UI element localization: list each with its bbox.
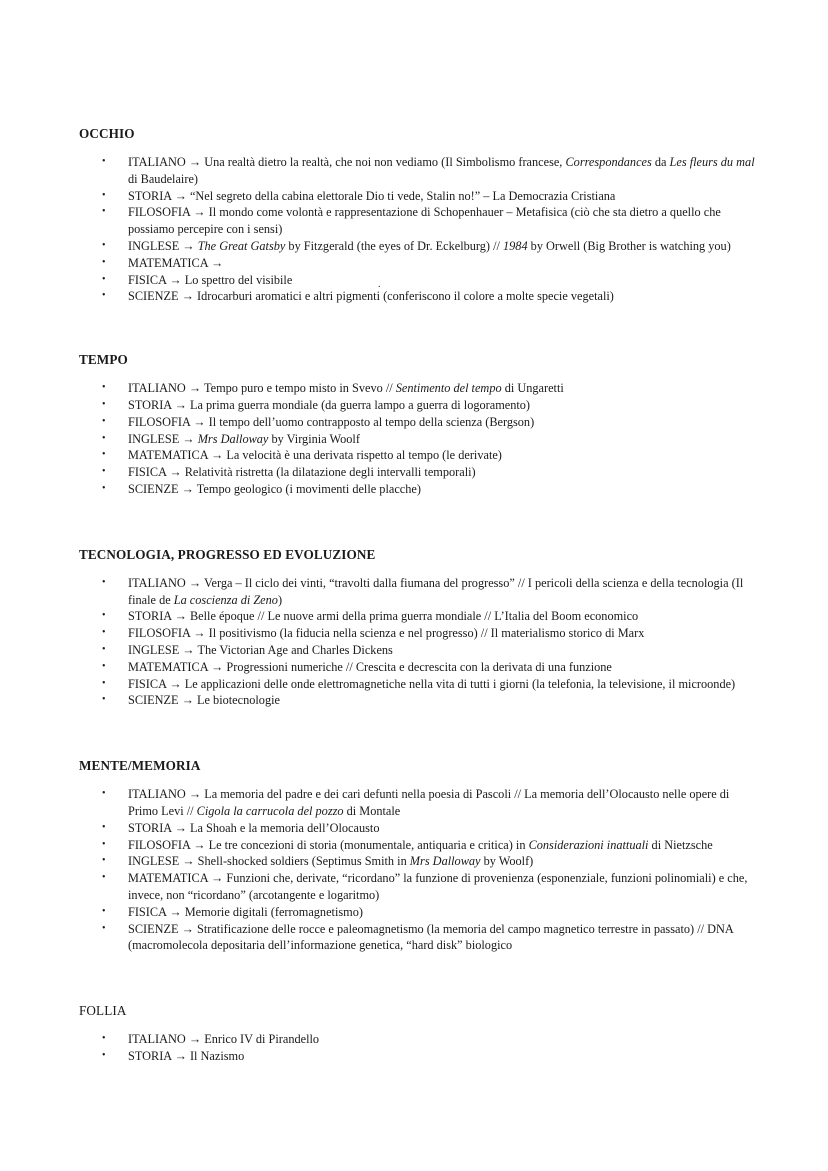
- bullet-icon: •: [102, 788, 106, 800]
- section-heading: MENTE/MEMORIA: [79, 758, 201, 774]
- item-title-italic: Mrs Dalloway: [409, 854, 481, 869]
- list-item: [79, 255, 759, 272]
- document-page: [79, 125, 759, 1065]
- list-item: [79, 625, 759, 642]
- bullet-icon: •: [102, 1049, 106, 1061]
- bullet-icon: •: [102, 610, 106, 622]
- item-text: FILOSOFIA → Il positivismo (la fiducia nella scienza e nel progresso) // Il materialismo storico di Marx: [128, 626, 645, 641]
- item-text: ITALIANO → Enrico IV di Pirandello: [128, 1032, 320, 1047]
- list-item: [79, 238, 759, 255]
- list-item: [79, 820, 759, 837]
- item-text: ITALIANO → La memoria del padre e dei cari defunti nella poesia di Pascoli // La memoria dell’Olocausto nelle opere di Primo Levi //: [128, 787, 730, 818]
- bullet-icon: •: [102, 821, 106, 833]
- item-text: by Fitzgerald (the eyes of Dr. Eckelburg) //: [285, 238, 503, 253]
- item-text: INGLESE →: [128, 238, 198, 253]
- bullet-icon: •: [102, 382, 106, 394]
- item-title-italic: 1984: [503, 238, 528, 253]
- list-item: [79, 204, 759, 238]
- list-item: [79, 676, 759, 693]
- bullet-icon: •: [102, 189, 106, 201]
- item-text: SCIENZE → Le biotecnologie: [128, 693, 280, 708]
- item-text: STORIA → “Nel segreto della cabina elettorale Dio ti vede, Stalin no!” – La Democrazia Cristiana: [128, 188, 616, 203]
- bullet-icon: •: [102, 290, 106, 302]
- bullet-icon: •: [102, 398, 106, 410]
- item-list: [79, 786, 759, 954]
- list-item: [79, 188, 759, 205]
- bullet-icon: •: [102, 872, 106, 884]
- bullet-icon: •: [102, 156, 106, 167]
- list-item: [79, 272, 759, 289]
- item-text: STORIA → La Shoah e la memoria dell’Olocausto: [128, 820, 380, 835]
- list-item: [79, 380, 759, 397]
- list-item: [79, 837, 759, 854]
- section-mente-memoria: [79, 757, 759, 954]
- bullet-icon: •: [102, 838, 106, 850]
- item-text: MATEMATICA → Progressioni numeriche // Crescita e decrescita con la derivata di una funzione: [128, 659, 612, 674]
- bullet-icon: •: [102, 855, 106, 867]
- item-text: da: [651, 155, 670, 169]
- section-occhio: [79, 125, 759, 305]
- stray-mark: .: [378, 279, 381, 290]
- bullet-icon: •: [102, 482, 106, 494]
- item-text: FILOSOFIA → Il tempo dell’uomo contrapposto al tempo della scienza (Bergson): [128, 414, 535, 429]
- bullet-icon: •: [102, 677, 106, 689]
- section-heading: TEMPO: [79, 352, 128, 368]
- bullet-icon: •: [102, 922, 106, 934]
- bullet-icon: •: [102, 239, 106, 251]
- item-text: INGLESE → Shell-shocked soldiers (Septimus Smith in: [128, 854, 410, 869]
- item-text: FILOSOFIA → Il mondo come volontà e rappresentazione di Schopenhauer – Metafisica (ciò che sta dietro a quello che possiamo percepire con i sensi): [128, 205, 721, 237]
- item-title-italic: Sentimento del tempo: [395, 381, 502, 396]
- item-text: by Orwell (Big Brother is watching you): [527, 238, 731, 253]
- list-item: [79, 397, 759, 414]
- bullet-icon: •: [102, 206, 106, 218]
- bullet-icon: •: [102, 660, 106, 672]
- item-title-italic: Mrs Dalloway: [197, 431, 269, 446]
- item-list: [79, 380, 759, 498]
- section-tempo: [79, 351, 759, 498]
- bullet-icon: •: [102, 627, 106, 639]
- bullet-icon: •: [102, 273, 106, 285]
- bullet-icon: •: [102, 466, 106, 478]
- list-item: [79, 870, 759, 904]
- list-item: [79, 575, 759, 609]
- item-title-italic: The Great Gatsby: [197, 238, 286, 253]
- item-text: INGLESE →: [128, 431, 198, 446]
- bullet-icon: •: [102, 643, 106, 655]
- list-item: [79, 414, 759, 431]
- item-text: FISICA → Relatività ristretta (la dilatazione degli intervalli temporali): [128, 465, 476, 480]
- item-text: SCIENZE → Tempo geologico (i movimenti delle placche): [128, 481, 421, 496]
- list-item: [79, 288, 759, 305]
- item-text: STORIA → La prima guerra mondiale (da guerra lampo a guerra di logoramento): [128, 397, 531, 412]
- list-item: [79, 608, 759, 625]
- item-text: by Woolf): [480, 854, 534, 869]
- bullet-icon: •: [102, 449, 106, 461]
- item-text: FISICA → Lo spettro del visibile: [128, 272, 293, 287]
- item-list: [79, 575, 759, 709]
- item-text: STORIA → Belle époque // Le nuove armi della prima guerra mondiale // L’Italia del Boom economico: [128, 609, 639, 624]
- bullet-icon: •: [102, 256, 106, 268]
- item-text: FISICA → Le applicazioni delle onde elettromagnetiche nella vita di tutti i giorni (la telefonia, la televisione, il microonde): [128, 676, 736, 691]
- bullet-icon: •: [102, 905, 106, 917]
- item-text: di Montale: [343, 803, 401, 818]
- item-text: MATEMATICA →: [128, 255, 224, 270]
- item-text: STORIA → Il Nazismo: [128, 1048, 245, 1063]
- item-title-italic: Correspondances: [565, 155, 652, 169]
- bullet-icon: •: [102, 432, 106, 444]
- section-follia: [79, 1002, 759, 1065]
- list-item: [79, 853, 759, 870]
- section-heading: OCCHIO: [79, 126, 135, 141]
- section-heading: TECNOLOGIA, PROGRESSO ED EVOLUZIONE: [79, 546, 376, 562]
- item-text: di Baudelaire): [128, 171, 198, 186]
- item-title-italic: Les fleurs du mal: [669, 155, 755, 169]
- list-item: [79, 1031, 759, 1048]
- list-item: [79, 659, 759, 676]
- bullet-icon: •: [102, 576, 106, 588]
- item-text: FISICA → Memorie digitali (ferromagnetismo): [128, 904, 363, 919]
- section-tecnologia: [79, 546, 759, 709]
- item-text: by Virginia Woolf: [268, 431, 360, 446]
- section-heading: FOLLIA: [79, 1003, 127, 1019]
- list-item: [79, 921, 759, 955]
- item-title-italic: Considerazioni inattuali: [528, 837, 649, 852]
- list-item: [79, 904, 759, 921]
- list-item: [79, 481, 759, 498]
- item-list: [79, 1031, 759, 1065]
- item-text: ITALIANO → Verga – Il ciclo dei vinti, “travolti dalla fiumana del progresso” // I pericoli della scienza e della tecnologia (Il finale de: [128, 575, 744, 607]
- item-text: di Nietzsche: [648, 837, 713, 852]
- item-text: di Ungaretti: [501, 381, 564, 396]
- item-text: MATEMATICA → La velocità è una derivata rispetto al tempo (le derivate): [128, 448, 502, 463]
- bullet-icon: •: [102, 415, 106, 427]
- list-item: [79, 786, 759, 820]
- list-item: [79, 154, 759, 188]
- item-text: INGLESE → The Victorian Age and Charles Dickens: [128, 642, 393, 657]
- list-item: [79, 692, 759, 709]
- list-item: [79, 1048, 759, 1065]
- bullet-icon: •: [102, 694, 106, 706]
- bullet-icon: •: [102, 1033, 106, 1045]
- item-title-italic: La coscienza di Zeno: [173, 592, 278, 607]
- list-item: [79, 431, 759, 448]
- item-text: MATEMATICA → Funzioni che, derivate, “ricordano” la funzione di provenienza (esponenziale, funzioni polinomiali) e che, invece, non “ricordano” (arcotangente e logaritmo): [128, 871, 748, 902]
- list-item: [79, 447, 759, 464]
- item-text: ): [277, 592, 283, 607]
- item-text: ITALIANO → Una realtà dietro la realtà, che noi non vediamo (Il Simbolismo francese,: [128, 155, 566, 169]
- list-item: [79, 464, 759, 481]
- list-item: [79, 642, 759, 659]
- item-text: ITALIANO → Tempo puro e tempo misto in Svevo //: [128, 381, 396, 396]
- item-text: FILOSOFIA → Le tre concezioni di storia (monumentale, antiquaria e critica) in: [128, 837, 529, 852]
- item-text: SCIENZE → Idrocarburi aromatici e altri pigmenti (conferiscono il colore a molte specie vegetali): [128, 289, 614, 304]
- item-title-italic: Cigola la carrucola del pozzo: [196, 803, 344, 818]
- item-list: [79, 154, 759, 305]
- item-text: SCIENZE → Stratificazione delle rocce e paleomagnetismo (la memoria del campo magnetico terrestre in passato) // DNA (macromolecola depositaria dell’informazione genetica, “hard disk” biologico: [128, 921, 734, 953]
